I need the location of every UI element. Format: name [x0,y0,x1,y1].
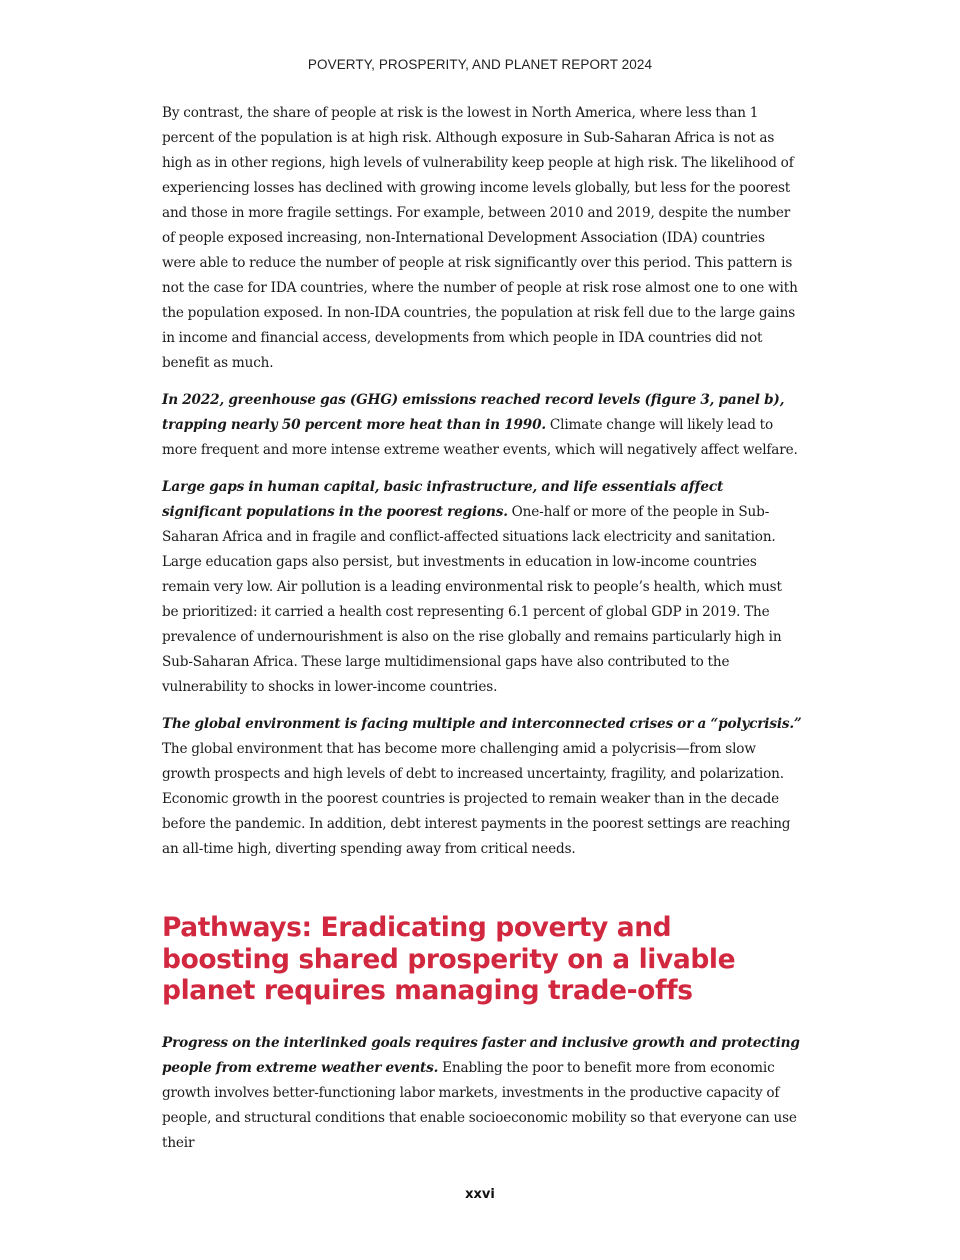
paragraph-lead-in: In 2022, greenhouse gas (GHG) emissions reached record levels (figure 3, panel b), trapping nearly 50 percent more heat than in 1990. [162,392,785,433]
page-number: xxvi [465,1187,495,1202]
paragraph-text: The global environment that has become more challenging amid a polycrisis—from slow growth prospects and high levels of debt to increased uncertainty, fragility, and polarization. Economic growth in the poorest countries is projected to remain weaker than in the decade before the pandemic. In addition, debt interest payments in the poorest settings are reaching an all-time high, diverting spending away from critical needs. [162,741,791,857]
paragraph-lead-in: The global environment is facing multiple and interconnected crises or a “polycrisis.” [162,716,802,732]
section-paragraph-1 [162,1031,802,1156]
paragraph-text: One-half or more of the people in Sub-Saharan Africa and in fragile and conflict-affected situations lack electricity and sanitation. Large education gaps also persist, but investments in education in low-income countries remain very low. Air pollution is a leading environmental risk to people’s health, which must be prioritized: it carried a health cost representing 6.1 percent of global GDP in 2019. The prevalence of undernourishment is also on the rise globally and remains particularly high in Sub-Saharan Africa. These large multidimensional gaps have also contributed to the vulnerability to shocks in lower-income countries. [162,504,782,695]
body-paragraph-1 [162,101,802,376]
running-header: POVERTY, PROSPERITY, AND PLANET REPORT 2024 [307,57,653,72]
paragraph-text: Enabling the poor to benefit more from economic growth involves better-functioning labor markets, investments in the productive capacity of people, and structural conditions that enable socioeconomic mobility so that everyone can use their [162,1059,797,1151]
section-heading: Pathways: Eradicating poverty and boosting shared prosperity on a livable planet requires managing trade-offs [162,912,736,1006]
body-paragraph-3 [162,475,802,700]
page-body [162,101,802,1168]
paragraph-lead-in: Large gaps in human capital, basic infrastructure, and life essentials affect significant populations in the poorest regions. [162,479,724,520]
body-paragraph-4 [162,712,802,862]
body-paragraph-2 [162,388,802,463]
paragraph-text: By contrast, the share of people at risk is the lowest in North America, where less than 1 percent of the population is at high risk. Although exposure in Sub-Saharan Africa is not as high as in other regions, high levels of vulnerability keep people at high risk. The likelihood of experiencing losses has declined with growing income levels globally, but less for the poorest and those in more fragile settings. For example, between 2010 and 2019, despite the number of people exposed increasing, non-International Development Association (IDA) countries were able to reduce the number of people at risk significantly over this period. This pattern is not the case for IDA countries, where the number of people at risk rose almost one to one with the population exposed. In non-IDA countries, the population at risk fell due to the large gains in income and financial access, developments from which people in IDA countries did not benefit as much. [162,105,798,371]
paragraph-text: Climate change will likely lead to more frequent and more intense extreme weather events, which will negatively affect welfare. [162,417,798,458]
paragraph-lead-in: Progress on the interlinked goals requires faster and inclusive growth and protecting people from extreme weather events. [162,1034,800,1076]
